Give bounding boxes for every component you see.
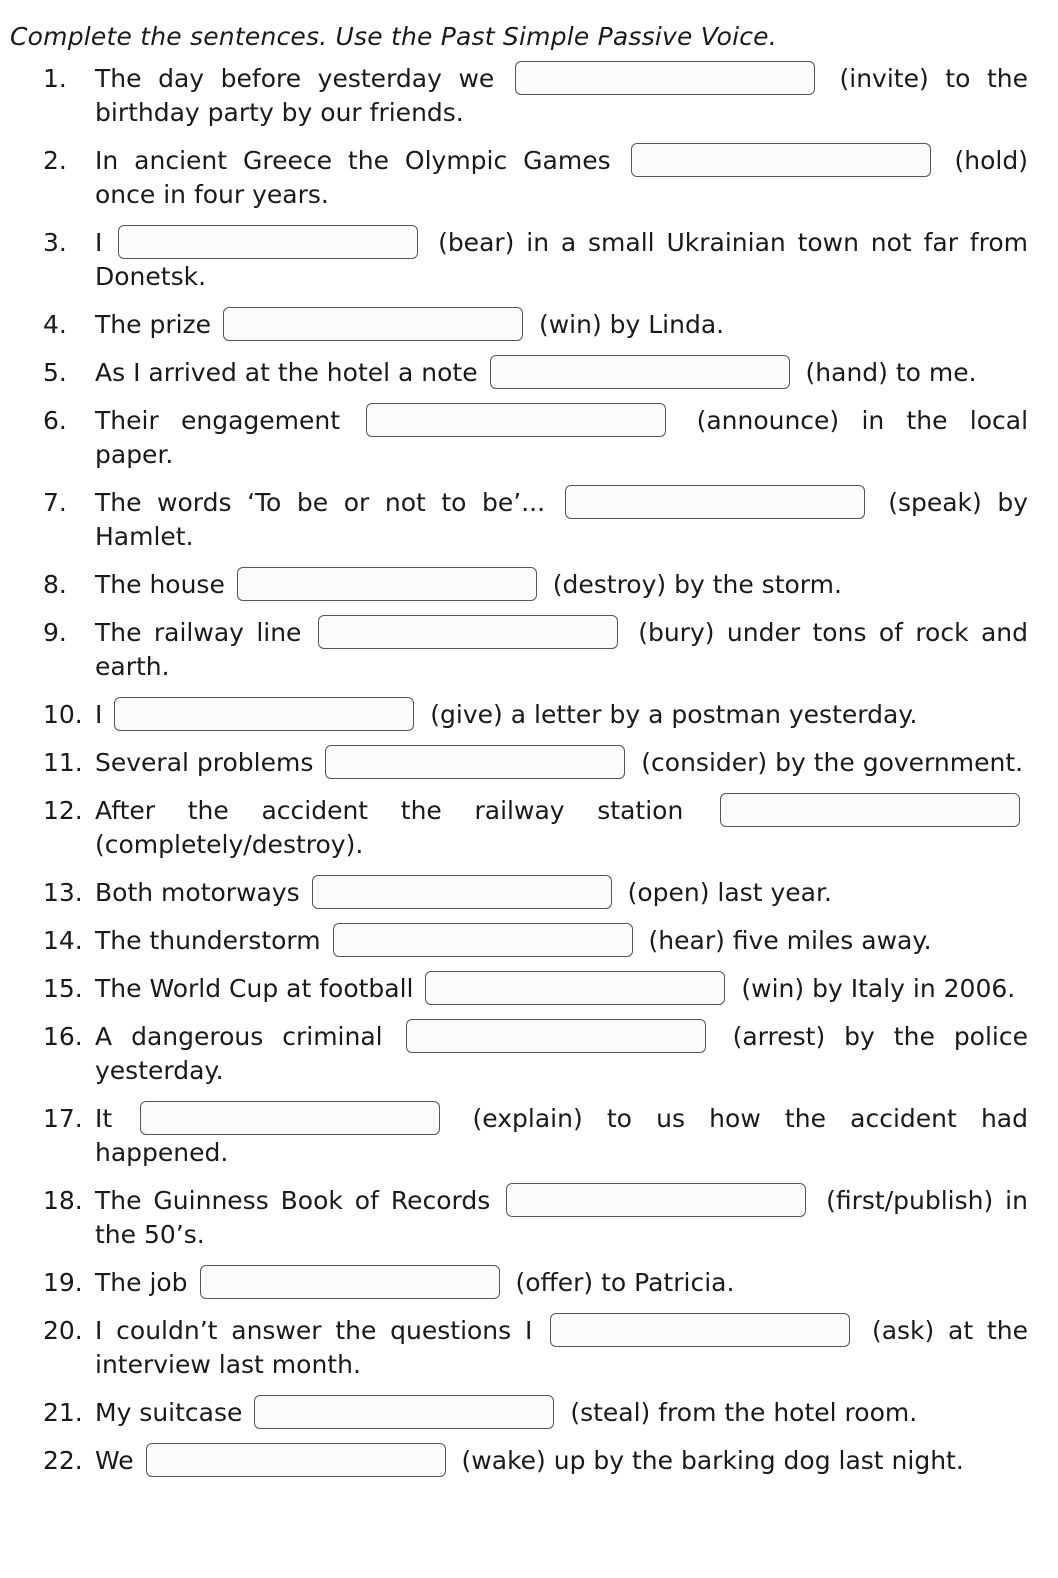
sentence-after: (steal) from the hotel room. (570, 1398, 918, 1427)
sentence-number: 12. (43, 796, 83, 825)
sentence-item (10, 1184, 1028, 1252)
sentence-after: (hand) to me. (805, 358, 977, 387)
answer-blank[interactable] (425, 971, 725, 1005)
sentence-before: The words ‘To be or not to be’... (95, 488, 546, 517)
answer-blank[interactable] (565, 485, 865, 519)
sentence-after: (speak) by Hamlet. (95, 488, 1028, 551)
sentence-item (10, 1314, 1028, 1382)
sentence-number: 20. (43, 1316, 83, 1345)
answer-blank[interactable] (325, 745, 625, 779)
sentence-number: 21. (43, 1398, 83, 1427)
sentence-before: The thunderstorm (95, 926, 321, 955)
sentence-before: The house (95, 570, 225, 599)
sentence-after: (announce) in the local paper. (95, 406, 1029, 469)
sentence-after: (give) a letter by a postman yesterday. (430, 700, 918, 729)
sentence-after: (wake) up by the barking dog last night. (461, 1446, 964, 1475)
sentence-number: 15. (43, 974, 83, 1003)
sentence-item (10, 144, 1028, 212)
sentence-item (10, 794, 1028, 862)
answer-blank[interactable] (490, 355, 790, 389)
sentence-before: In ancient Greece the Olympic Games (95, 146, 611, 175)
sentence-before: Their engagement (95, 406, 341, 435)
sentence-after: (bear) in a small Ukrainian town not far from Donetsk. (95, 228, 1028, 291)
answer-blank[interactable] (506, 1183, 806, 1217)
sentence-text (95, 1102, 1028, 1170)
answer-blank[interactable] (720, 793, 1020, 827)
instructions-title: Complete the sentences. Use the Past Simple Passive Voice. (10, 22, 777, 51)
sentence-before: The job (95, 1268, 188, 1297)
sentence-after: (destroy) by the storm. (552, 570, 842, 599)
sentence-text (95, 1020, 1028, 1088)
sentence-number: 7. (43, 488, 67, 517)
answer-blank[interactable] (140, 1101, 440, 1135)
sentence-text (95, 486, 1028, 554)
sentence-after: (completely/destroy). (95, 830, 364, 859)
sentence-item (10, 568, 1028, 602)
sentence-number: 18. (43, 1186, 83, 1215)
sentence-item (10, 876, 1028, 910)
sentence-before: I couldn’t answer the questions I (95, 1316, 533, 1345)
answer-blank[interactable] (118, 225, 418, 259)
sentence-item (10, 1444, 1028, 1478)
sentence-item (10, 1266, 1028, 1300)
sentence-item (10, 62, 1028, 130)
sentence-after: (bury) under tons of rock and earth. (95, 618, 1028, 681)
sentence-before: I (95, 228, 103, 257)
sentence-number: 13. (43, 878, 83, 907)
sentence-item (10, 698, 1028, 732)
answer-blank[interactable] (333, 923, 633, 957)
sentence-text (95, 876, 1028, 910)
sentence-before: It (95, 1104, 113, 1133)
answer-blank[interactable] (631, 143, 931, 177)
sentence-text (95, 404, 1028, 472)
sentence-text (95, 568, 1028, 602)
sentence-number: 4. (43, 310, 67, 339)
sentence-number: 22. (43, 1446, 83, 1475)
sentence-after: (consider) by the government. (641, 748, 1024, 777)
sentence-text (95, 616, 1028, 684)
sentence-item (10, 972, 1028, 1006)
sentence-text (95, 1266, 1028, 1300)
sentence-before: I (95, 700, 103, 729)
sentence-after: (win) by Italy in 2006. (741, 974, 1016, 1003)
sentence-text (95, 746, 1028, 780)
sentence-item (10, 746, 1028, 780)
sentence-item (10, 308, 1028, 342)
answer-blank[interactable] (366, 403, 666, 437)
sentence-text (95, 356, 1028, 390)
sentence-after: (open) last year. (627, 878, 832, 907)
sentence-text (95, 62, 1028, 130)
answer-blank[interactable] (254, 1395, 554, 1429)
sentence-item (10, 1020, 1028, 1088)
answer-blank[interactable] (146, 1443, 446, 1477)
sentence-before: The Guinness Book of Records (95, 1186, 491, 1215)
sentence-after: (win) by Linda. (538, 310, 725, 339)
answer-blank[interactable] (550, 1313, 850, 1347)
sentence-text (95, 698, 1028, 732)
sentence-number: 6. (43, 406, 67, 435)
sentence-text (95, 1444, 1028, 1478)
sentence-item (10, 924, 1028, 958)
sentence-list (10, 62, 1028, 1478)
sentence-after: (ask) at the interview last month. (95, 1316, 1028, 1379)
sentence-number: 16. (43, 1022, 83, 1051)
sentence-number: 5. (43, 358, 67, 387)
answer-blank[interactable] (114, 697, 414, 731)
sentence-before: The prize (95, 310, 212, 339)
answer-blank[interactable] (312, 875, 612, 909)
sentence-before: The railway line (95, 618, 302, 647)
sentence-text (95, 972, 1028, 1006)
sentence-text (95, 308, 1028, 342)
sentence-item (10, 486, 1028, 554)
sentence-before: A dangerous criminal (95, 1022, 383, 1051)
sentence-item (10, 1102, 1028, 1170)
sentence-after: (hold) once in four years. (95, 146, 1028, 209)
sentence-after: (arrest) by the police yesterday. (95, 1022, 1028, 1085)
sentence-number: 14. (43, 926, 83, 955)
sentence-before: Several problems (95, 748, 314, 777)
sentence-number: 3. (43, 228, 67, 257)
sentence-number: 10. (43, 700, 83, 729)
sentence-item (10, 1396, 1028, 1430)
sentence-before: Both motorways (95, 878, 300, 907)
sentence-number: 19. (43, 1268, 83, 1297)
sentence-item (10, 226, 1028, 294)
sentence-after: (explain) to us how the accident had happened. (95, 1104, 1028, 1167)
sentence-number: 1. (43, 64, 67, 93)
sentence-before: After the accident the railway station (95, 796, 684, 825)
answer-blank[interactable] (318, 615, 618, 649)
sentence-after: (invite) to the birthday party by our friends. (95, 64, 1029, 127)
sentence-item (10, 404, 1028, 472)
sentence-number: 2. (43, 146, 67, 175)
answer-blank[interactable] (200, 1265, 500, 1299)
answer-blank[interactable] (406, 1019, 706, 1053)
sentence-before: The World Cup at football (95, 974, 414, 1003)
sentence-text (95, 1184, 1028, 1252)
sentence-before: My suitcase (95, 1398, 243, 1427)
sentence-after: (offer) to Patricia. (515, 1268, 735, 1297)
sentence-before: The day before yesterday we (95, 64, 495, 93)
sentence-after: (first/publish) in the 50’s. (95, 1186, 1028, 1249)
sentence-text (95, 144, 1028, 212)
sentence-before: As I arrived at the hotel a note (95, 358, 478, 387)
sentence-text (95, 924, 1028, 958)
sentence-item (10, 356, 1028, 390)
sentence-text (95, 1396, 1028, 1430)
sentence-before: We (95, 1446, 134, 1475)
sentence-after: (hear) five miles away. (648, 926, 932, 955)
answer-blank[interactable] (223, 307, 523, 341)
answer-blank[interactable] (237, 567, 537, 601)
sentence-number: 8. (43, 570, 67, 599)
sentence-number: 11. (43, 748, 83, 777)
sentence-text (95, 226, 1028, 294)
sentence-text (95, 1314, 1028, 1382)
sentence-number: 17. (43, 1104, 83, 1133)
sentence-item (10, 616, 1028, 684)
sentence-text (95, 794, 1028, 862)
answer-blank[interactable] (515, 61, 815, 95)
sentence-number: 9. (43, 618, 67, 647)
